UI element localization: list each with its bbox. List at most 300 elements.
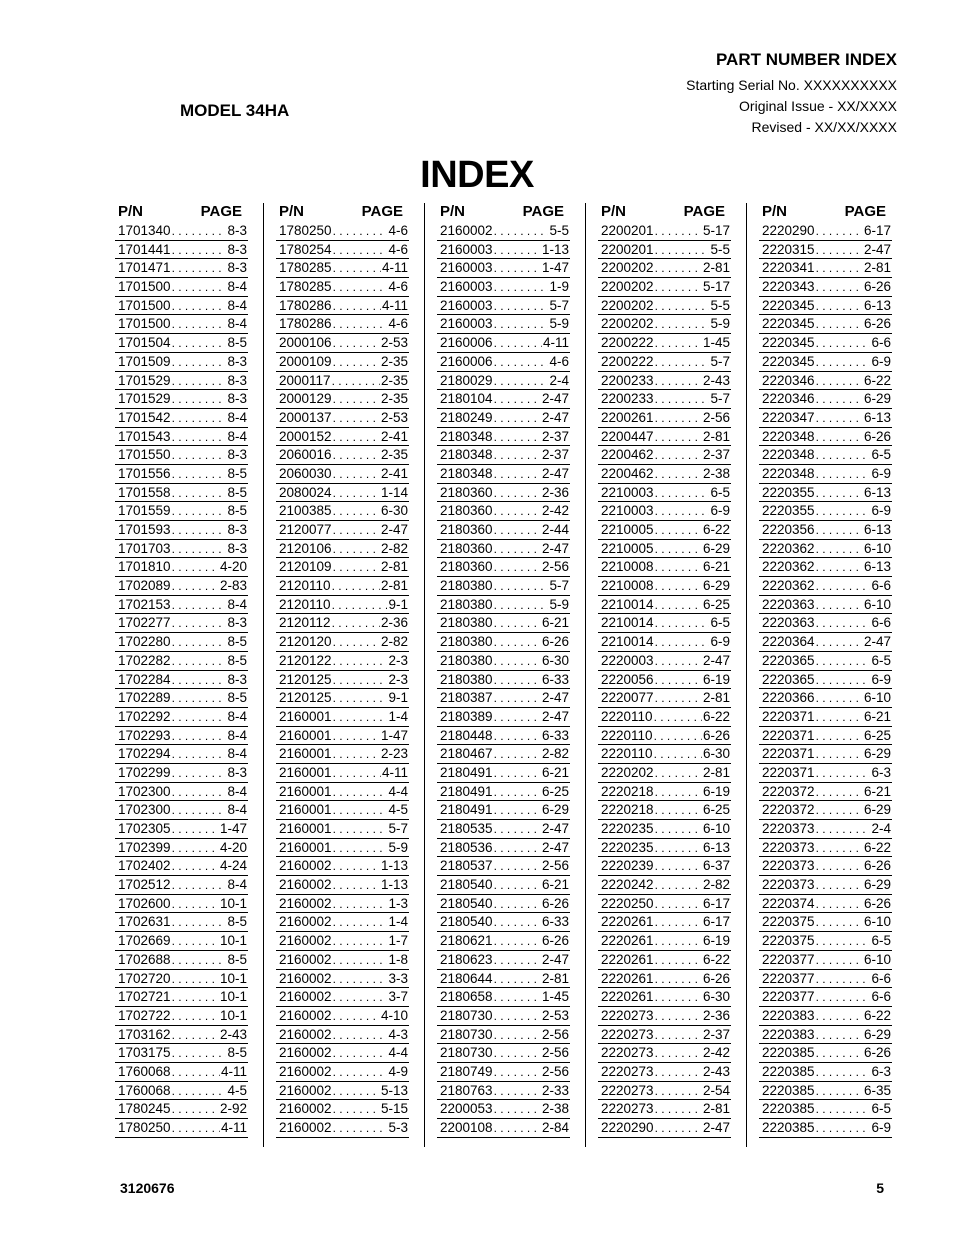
index-row (598, 988, 731, 1007)
page-ref: 6-26 (863, 316, 891, 332)
dot-leader (172, 279, 227, 297)
index-row (598, 876, 731, 895)
page-ref: 2-47 (541, 391, 569, 407)
part-number: 1702720 (118, 970, 171, 986)
index-row (759, 1082, 892, 1101)
index-row (437, 913, 570, 932)
dot-leader (655, 672, 702, 690)
index-row (115, 1100, 248, 1119)
part-number: 1702600 (118, 895, 171, 911)
dot-leader (172, 447, 227, 465)
dot-leader (333, 1045, 388, 1063)
index-row (276, 614, 409, 633)
part-number: 2180763 (440, 1082, 493, 1098)
part-number: 2120110 (279, 578, 331, 594)
index-row (598, 708, 731, 727)
part-number: 1760068 (118, 1082, 171, 1098)
dot-leader (816, 1008, 863, 1026)
dot-leader (172, 597, 227, 615)
dot-leader (816, 784, 863, 802)
page-ref: 6-26 (863, 895, 891, 911)
part-number: 1702089 (118, 578, 171, 594)
index-row (598, 1063, 731, 1082)
index-row (759, 727, 892, 746)
dot-leader (333, 1120, 388, 1138)
dot-leader (172, 821, 219, 839)
index-row (759, 857, 892, 876)
page-ref: 5-5 (710, 241, 730, 257)
dot-leader (655, 298, 710, 316)
page-ref: 2-81 (541, 970, 569, 986)
column-header-pn: P/N (762, 203, 788, 220)
page-ref: 4-6 (388, 241, 408, 257)
page-ref: 6-30 (380, 503, 408, 519)
part-number: 1701441 (118, 241, 171, 257)
page-ref: 2-47 (702, 1120, 730, 1135)
dot-leader (172, 503, 227, 521)
dot-leader (494, 784, 541, 802)
part-number: 2220385 (762, 1045, 815, 1061)
part-number: 1702153 (118, 596, 171, 612)
index-row (759, 334, 892, 353)
page-ref: 2-43 (702, 1063, 730, 1079)
part-number: 2220373 (762, 877, 815, 893)
page-ref: 2-81 (702, 1101, 730, 1117)
page-ref: 6-9 (710, 503, 730, 519)
dot-leader (655, 373, 702, 391)
page-ref: 8-3 (227, 391, 247, 407)
dot-leader (494, 298, 549, 316)
page-ref: 5-15 (380, 1101, 408, 1117)
index-row (437, 540, 570, 559)
column-divider (746, 203, 747, 1147)
page-ref: 10-1 (219, 895, 247, 911)
part-number: 2180360 (440, 522, 493, 537)
index-row (759, 315, 892, 334)
page-ref: 2-47 (863, 241, 891, 257)
dot-leader (655, 541, 702, 559)
index-row (437, 596, 570, 615)
page-ref: 2-81 (702, 764, 730, 780)
part-number: 2120120 (279, 634, 332, 650)
dot-leader (172, 858, 219, 876)
part-number: 2180387 (440, 690, 493, 706)
part-number: 2160002 (279, 1082, 332, 1098)
page-ref: 2-37 (541, 447, 569, 463)
dot-leader (172, 971, 219, 989)
page-ref: 6-26 (863, 279, 891, 295)
column-header-page: PAGE (844, 203, 886, 220)
page-ref: 8-5 (227, 484, 247, 500)
dot-leader (172, 634, 227, 652)
page-ref: 8-3 (227, 241, 247, 257)
part-number: 2220218 (601, 783, 654, 799)
page-ref: 2-56 (541, 858, 569, 874)
dot-leader (333, 914, 388, 932)
dot-leader (333, 429, 380, 447)
dot-leader (816, 914, 863, 932)
part-number: 2210005 (601, 540, 654, 556)
page-ref: 2-56 (702, 409, 730, 425)
dot-leader (655, 653, 702, 671)
index-row (759, 1007, 892, 1026)
page-ref: 2-81 (863, 260, 891, 276)
dot-leader (816, 522, 863, 540)
dot-leader (332, 373, 380, 391)
part-number: 1780250 (118, 1120, 171, 1135)
dot-leader (172, 242, 227, 260)
part-number: 2220110 (601, 746, 653, 762)
index-row (276, 970, 409, 989)
page-ref: 6-26 (702, 727, 730, 743)
page-ref: 6-29 (863, 746, 891, 762)
index-row (115, 521, 248, 540)
index-row (759, 652, 892, 671)
index-row (598, 970, 731, 989)
index-row (115, 689, 248, 708)
index-row (115, 820, 248, 839)
part-number: 2220363 (762, 615, 815, 631)
page-ref: 6-22 (702, 708, 730, 724)
page-ref: 6-22 (863, 1007, 891, 1023)
page-ref: 8-3 (227, 764, 247, 780)
dot-leader (494, 746, 541, 764)
dot-leader (172, 914, 227, 932)
part-number: 1702282 (118, 652, 171, 668)
dot-leader (655, 597, 702, 615)
index-row (759, 614, 892, 633)
part-number: 1702289 (118, 690, 171, 706)
part-number: 2200233 (601, 372, 654, 388)
dot-leader (494, 1045, 541, 1063)
index-row (115, 671, 248, 690)
dot-leader (332, 597, 388, 615)
page-ref: 2-47 (541, 951, 569, 967)
index-row (437, 484, 570, 503)
dot-leader (494, 952, 541, 970)
dot-leader (172, 466, 227, 484)
page-ref: 4-11 (381, 260, 408, 276)
part-number: 2220362 (762, 540, 815, 556)
index-row (115, 596, 248, 615)
index-row (598, 540, 731, 559)
page-ref: 5-17 (702, 223, 730, 238)
dot-leader (494, 354, 549, 372)
dot-leader (172, 1120, 220, 1138)
column-header (276, 203, 409, 222)
part-number: 2180380 (440, 671, 493, 687)
index-row (276, 988, 409, 1007)
page-ref: 6-29 (541, 802, 569, 818)
index-row (598, 783, 731, 802)
page-ref: 2-47 (541, 839, 569, 855)
dot-leader (172, 1064, 220, 1082)
header-serial: Starting Serial No. XXXXXXXXXX (686, 77, 897, 93)
part-number: 1701471 (118, 260, 171, 276)
page-ref: 4-6 (388, 279, 408, 295)
index-row (759, 259, 892, 278)
index-row (759, 1044, 892, 1063)
index-row (759, 708, 892, 727)
page-ref: 6-37 (702, 858, 730, 874)
page-ref: 6-29 (702, 578, 730, 594)
part-number: 2220365 (762, 671, 815, 687)
part-number: 1702300 (118, 783, 171, 799)
page-ref: 2-81 (380, 559, 408, 575)
index-row (598, 278, 731, 297)
index-row (598, 297, 731, 316)
dot-leader (494, 802, 541, 820)
dot-leader (333, 989, 388, 1007)
page-ref: 8-5 (227, 465, 247, 481)
part-number: 2220290 (762, 223, 815, 238)
dot-leader (655, 316, 710, 334)
index-row (115, 839, 248, 858)
index-row (759, 801, 892, 820)
index-row (115, 390, 248, 409)
part-number: 2100385 (279, 503, 332, 519)
header-revised: Revised - XX/XX/XXXX (751, 119, 897, 135)
dot-leader (494, 690, 541, 708)
dot-leader (494, 447, 541, 465)
part-number: 2210014 (601, 615, 654, 631)
page-ref: 8-3 (227, 353, 247, 369)
part-number: 2220346 (762, 372, 815, 388)
index-row (276, 446, 409, 465)
footer-doc-number: 3120676 (120, 1180, 175, 1196)
page-ref: 6-21 (863, 783, 891, 799)
index-row (598, 895, 731, 914)
page-ref: 8-5 (227, 690, 247, 706)
part-number: 2000117 (279, 372, 331, 388)
part-number: 1702669 (118, 933, 171, 949)
page-ref: 2-4 (549, 372, 569, 388)
part-number: 1701529 (118, 391, 171, 407)
part-number: 2180360 (440, 484, 493, 500)
part-number: 2220377 (762, 989, 815, 1005)
index-row (598, 614, 731, 633)
page-ref: 6-21 (702, 559, 730, 575)
page-ref: 6-13 (863, 559, 891, 575)
dot-leader (655, 914, 702, 932)
dot-leader (172, 952, 227, 970)
page-title: INDEX (420, 154, 534, 196)
index-row (437, 857, 570, 876)
part-number: 2200222 (601, 353, 654, 369)
dot-leader (333, 728, 380, 746)
page-ref: 6-21 (863, 708, 891, 724)
index-row (598, 1026, 731, 1045)
dot-leader (172, 989, 219, 1007)
part-number: 2180621 (440, 933, 493, 949)
part-number: 2180730 (440, 1026, 493, 1042)
page-ref: 3-3 (388, 970, 408, 986)
page-ref: 6-5 (710, 615, 730, 631)
page-ref: 6-10 (863, 690, 891, 706)
index-row (759, 913, 892, 932)
page-ref: 4-5 (227, 1082, 247, 1098)
page-ref: 6-26 (863, 428, 891, 444)
index-row (598, 334, 731, 353)
part-number: 2120106 (279, 540, 332, 556)
index-row (276, 1007, 409, 1026)
page-ref: 4-11 (220, 1063, 247, 1079)
page-ref: 2-82 (702, 877, 730, 893)
page-ref: 6-13 (863, 297, 891, 313)
dot-leader (655, 989, 702, 1007)
page-ref: 5-9 (388, 839, 408, 855)
header-original-issue: Original Issue - XX/XXXX (739, 98, 897, 114)
index-row (598, 465, 731, 484)
page-ref: 6-22 (702, 951, 730, 967)
index-row (276, 502, 409, 521)
part-number: 1701509 (118, 353, 171, 369)
index-row (759, 372, 892, 391)
dot-leader (816, 690, 863, 708)
part-number: 1780250 (279, 223, 332, 238)
part-number: 2220372 (762, 802, 815, 818)
page-ref: 2-81 (702, 260, 730, 276)
dot-leader (494, 1083, 541, 1101)
column-header-page: PAGE (683, 203, 725, 220)
part-number: 1780254 (279, 241, 332, 257)
index-row (115, 278, 248, 297)
dot-leader (172, 896, 219, 914)
dot-leader (655, 447, 702, 465)
part-number: 2180540 (440, 914, 493, 930)
page-ref: 6-5 (871, 447, 891, 463)
part-number: 2220110 (601, 708, 653, 724)
part-number: 2220110 (601, 727, 653, 743)
part-number: 2220372 (762, 783, 815, 799)
index-row (276, 932, 409, 951)
index-row (115, 372, 248, 391)
dot-leader (172, 728, 227, 746)
page-ref: 8-3 (227, 223, 247, 238)
dot-leader (494, 597, 549, 615)
page-ref: 2-37 (702, 447, 730, 463)
dot-leader (494, 260, 541, 278)
dot-leader (494, 1064, 541, 1082)
part-number: 2160003 (440, 260, 493, 276)
index-row (759, 970, 892, 989)
index-row (759, 820, 892, 839)
dot-leader (494, 765, 541, 783)
page-ref: 2-44 (541, 522, 569, 537)
page-ref: 6-19 (702, 933, 730, 949)
page-ref: 6-13 (863, 484, 891, 500)
dot-leader (172, 672, 227, 690)
dot-leader (333, 952, 388, 970)
dot-leader (655, 877, 702, 895)
part-number: 2220261 (601, 989, 654, 1005)
index-row (759, 671, 892, 690)
part-number: 2200462 (601, 447, 654, 463)
dot-leader (816, 858, 863, 876)
page-ref: 2-56 (541, 1026, 569, 1042)
dot-leader (333, 242, 388, 260)
part-number: 2220273 (601, 1007, 654, 1023)
part-number: 2220273 (601, 1082, 654, 1098)
page-ref: 6-9 (710, 634, 730, 650)
index-row (598, 259, 731, 278)
page-ref: 6-26 (863, 1045, 891, 1061)
page-ref: 8-5 (227, 951, 247, 967)
page-ref: 2-36 (702, 1007, 730, 1023)
page-ref: 4-4 (388, 783, 408, 799)
part-number: 1701529 (118, 372, 171, 388)
index-row (276, 801, 409, 820)
page-ref: 6-26 (702, 970, 730, 986)
index-row (115, 315, 248, 334)
index-row (115, 577, 248, 596)
index-row (598, 1119, 731, 1138)
page-ref: 4-20 (219, 559, 247, 575)
part-number: 2220290 (601, 1120, 654, 1135)
column-header-pn: P/N (601, 203, 627, 220)
page-ref: 4-20 (219, 839, 247, 855)
part-number: 1702300 (118, 802, 171, 818)
index-row (759, 876, 892, 895)
dot-leader (655, 522, 702, 540)
page-ref: 2-35 (380, 447, 408, 463)
part-number: 2080024 (279, 484, 332, 500)
part-number: 2220345 (762, 297, 815, 313)
index-row (115, 951, 248, 970)
index-row (276, 222, 409, 241)
column-divider (585, 203, 586, 1147)
part-number: 2210008 (601, 559, 654, 575)
part-number: 2220345 (762, 335, 815, 351)
page-ref: 6-33 (541, 727, 569, 743)
index-row (437, 633, 570, 652)
part-number: 2220315 (762, 241, 815, 257)
index-row (759, 764, 892, 783)
part-number: 2160001 (279, 802, 332, 818)
part-number: 2180360 (440, 503, 493, 519)
page-ref: 8-4 (227, 316, 247, 332)
index-row (598, 596, 731, 615)
part-number: 2160002 (279, 914, 332, 930)
dot-leader (172, 373, 227, 391)
page-ref: 8-4 (227, 596, 247, 612)
part-number: 2220250 (601, 895, 654, 911)
index-row (598, 1082, 731, 1101)
index-row (276, 708, 409, 727)
page-ref: 8-4 (227, 727, 247, 743)
part-number: 2160002 (279, 1026, 332, 1042)
part-number: 2180467 (440, 746, 493, 762)
part-number: 2000137 (279, 409, 332, 425)
dot-leader (494, 1101, 541, 1119)
page-ref: 6-19 (702, 783, 730, 799)
page-ref: 8-3 (227, 372, 247, 388)
page-ref: 5-9 (549, 596, 569, 612)
index-row (437, 1082, 570, 1101)
page-ref: 10-1 (219, 970, 247, 986)
page-ref: 6-9 (871, 465, 891, 481)
index-row (598, 502, 731, 521)
column-header (115, 203, 248, 222)
dot-leader (333, 1027, 388, 1045)
page-ref: 4-5 (388, 802, 408, 818)
dot-leader (655, 1027, 702, 1045)
column-header (598, 203, 731, 222)
dot-leader (816, 279, 863, 297)
dot-leader (655, 896, 702, 914)
part-number: 2060016 (279, 447, 332, 463)
index-table (115, 203, 897, 1147)
